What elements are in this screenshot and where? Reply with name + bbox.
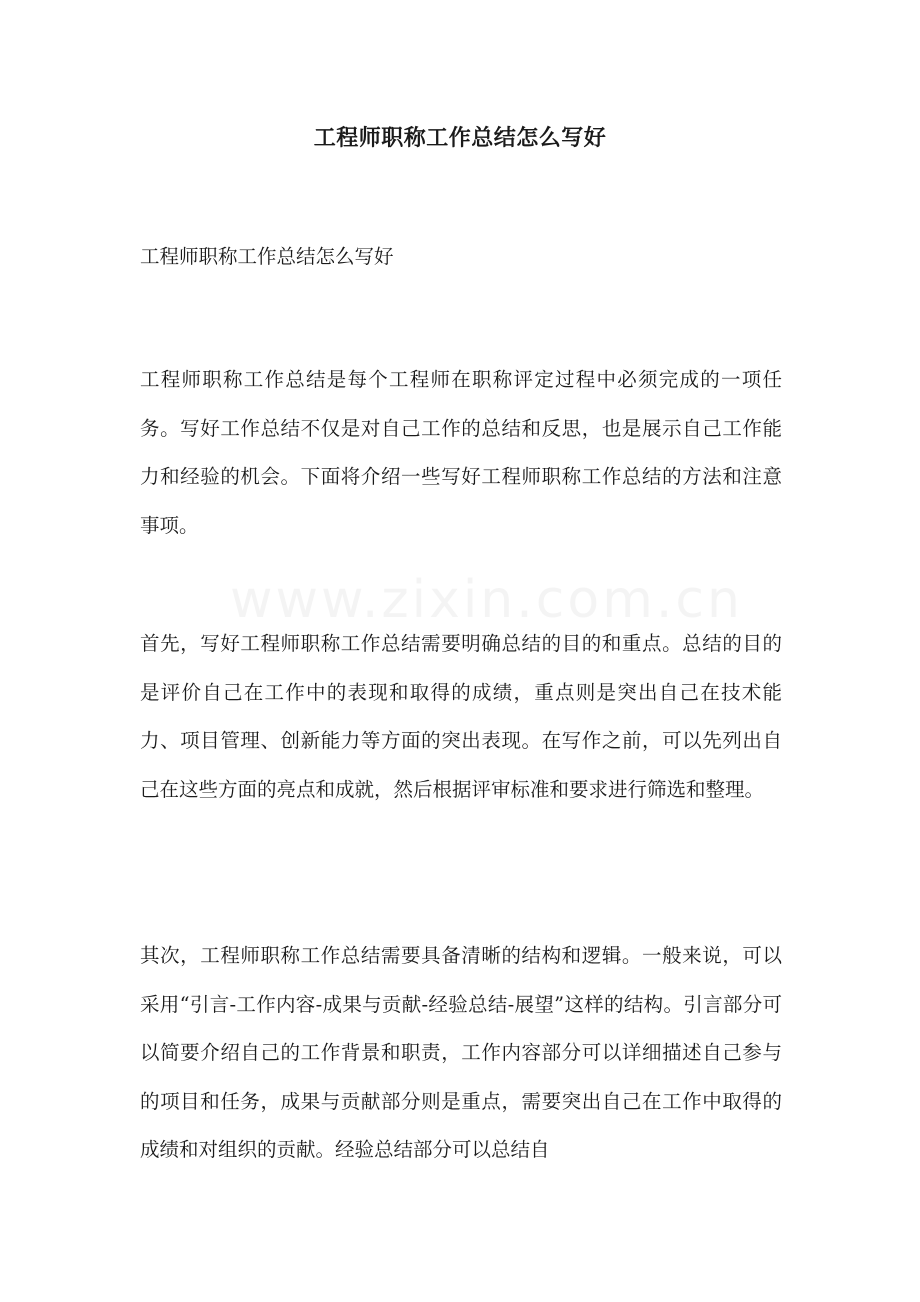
- document-title: 工程师职称工作总结怎么写好: [313, 125, 607, 151]
- paragraph-second-point: 其次，工程师职称工作总结需要具备清晰的结构和逻辑。一般来说，可以采用“引言-工作内容-成果与贡献-经验总结-展望”这样的结构。引言部分可以简要介绍自己的工作背景和职责，工作内容部分可以详细描述自己参与的项目和任务，成果与贡献部分则是重点，需要突出自己在工作中取得的成绩和对组织的贡献。经验总结部分可以总结自: [140, 944, 782, 1161]
- watermark: www.zixin.com.cn: [230, 570, 743, 630]
- document-subtitle: 工程师职称工作总结怎么写好: [140, 245, 394, 268]
- paragraph-first-point: 首先，写好工程师职称工作总结需要明确总结的目的和重点。总结的目的是评价自己在工作中的表现和取得的成绩，重点则是突出自己在技术能力、项目管理、创新能力等方面的突出表现。在写作之前，可以先列出自己在这些方面的亮点和成就，然后根据评审标准和要求进行筛选和整理。: [140, 632, 782, 801]
- paragraph-intro: 工程师职称工作总结是每个工程师在职称评定过程中必须完成的一项任务。写好工作总结不仅是对自己工作的总结和反思，也是展示自己工作能力和经验的机会。下面将介绍一些写好工程师职称工作总结的方法和注意事项。: [140, 368, 782, 537]
